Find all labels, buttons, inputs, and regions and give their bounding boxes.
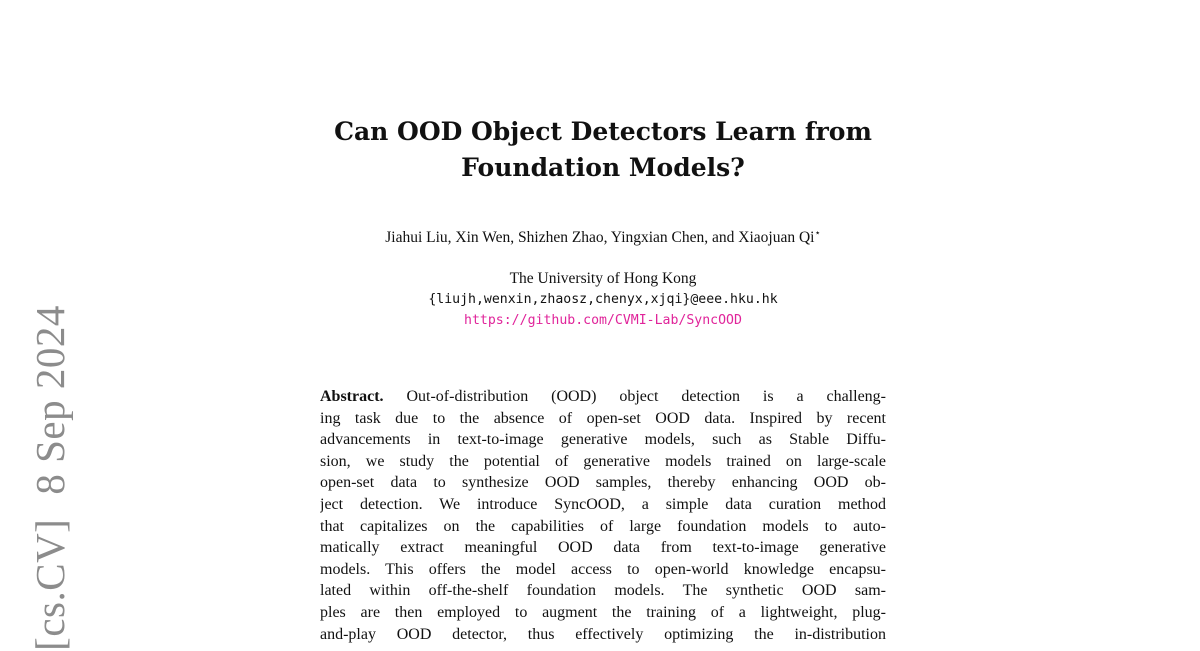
abstract-line: open-set data to synthesize OOD samples, thereby enhancing OOD ob- bbox=[320, 474, 886, 492]
abstract-line: ject detection. We introduce SyncOOD, a simple data curation method bbox=[320, 495, 886, 513]
abstract-line-text: Out-of-distribution (OOD) object detection is a challeng- bbox=[406, 388, 886, 405]
abstract-section bbox=[320, 386, 886, 645]
corresponding-author-mark: ⋆ bbox=[814, 227, 821, 239]
paper-title bbox=[300, 114, 906, 186]
abstract-line: lated within off-the-shelf foundation models. The synthetic OOD sam- bbox=[320, 582, 886, 600]
arxiv-date: 8 Sep 2024 bbox=[27, 305, 73, 495]
abstract-heading: Abstract. bbox=[320, 388, 384, 405]
abstract-line: matically extract meaningful OOD data from text-to-image generative bbox=[320, 539, 886, 557]
authors-text: Jiahui Liu, Xin Wen, Shizhen Zhao, Yingxian Chen, and Xiaojuan Qi bbox=[385, 229, 815, 246]
affiliation: The University of Hong Kong bbox=[509, 270, 697, 287]
arxiv-side-stamp bbox=[26, 305, 74, 651]
author-list bbox=[300, 228, 906, 248]
arxiv-category: [cs.CV] bbox=[27, 518, 73, 651]
abstract-line: ples are then employed to augment the training of a lightweight, plug- bbox=[320, 603, 886, 621]
abstract-line: ing task due to the absence of open-set OOD data. Inspired by recent bbox=[320, 409, 886, 427]
title-line-1: Can OOD Object Detectors Learn from bbox=[334, 117, 872, 146]
author-emails: {liujh,wenxin,zhaosz,chenyx,xjqi}@eee.hku.hk bbox=[428, 292, 778, 307]
abstract-line: sion, we study the potential of generative models trained on large-scale bbox=[320, 452, 886, 470]
abstract-line: models. This offers the model access to open-world knowledge encapsu- bbox=[320, 560, 886, 578]
abstract-line: advancements in text-to-image generative models, such as Stable Diffu- bbox=[320, 431, 886, 449]
abstract-line: that capitalizes on the capabilities of large foundation models to auto- bbox=[320, 517, 886, 535]
code-repository-link[interactable]: https://github.com/CVMI-Lab/SyncOOD bbox=[464, 313, 742, 328]
abstract-line: and-play OOD detector, thus effectively optimizing the in-distribution bbox=[320, 625, 886, 643]
title-line-2: Foundation Models? bbox=[461, 153, 745, 182]
abstract-line bbox=[320, 386, 886, 408]
